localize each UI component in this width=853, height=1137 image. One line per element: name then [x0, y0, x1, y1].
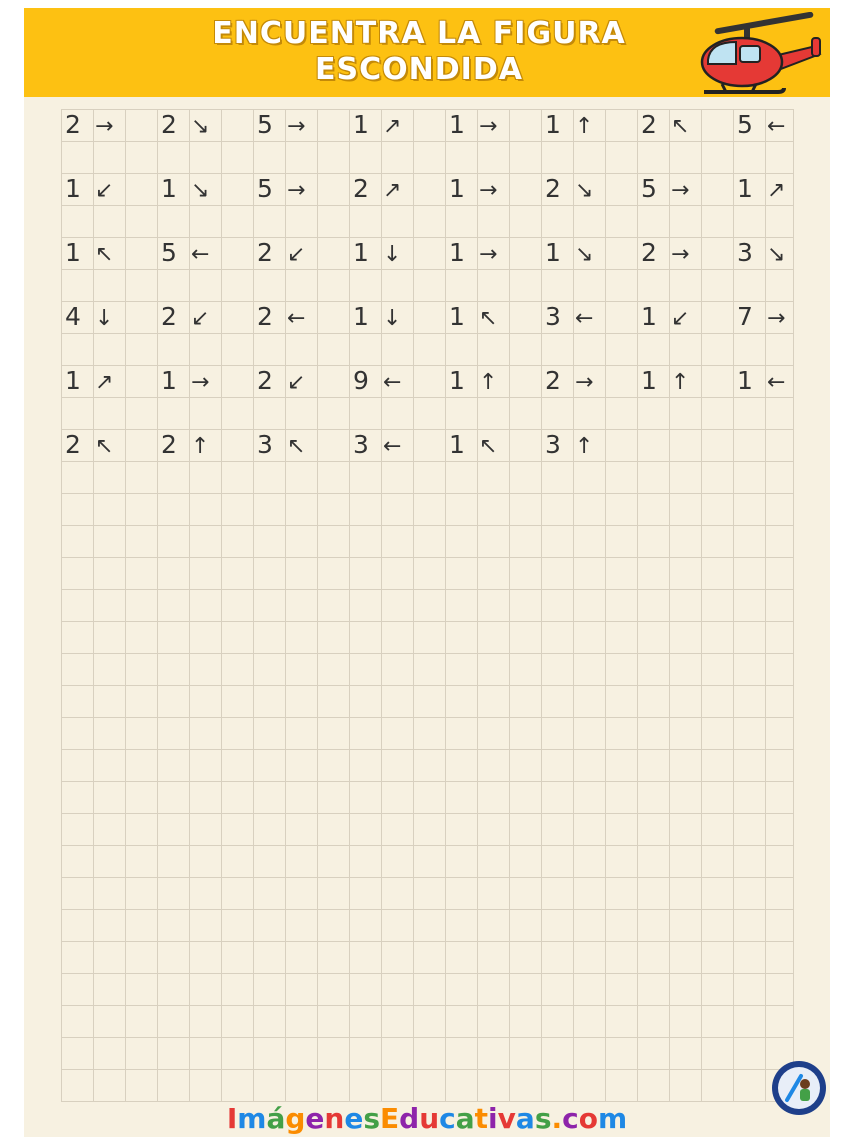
brand-letter: s: [363, 1102, 380, 1135]
step-count: 1: [449, 430, 465, 459]
brand-letter: d: [399, 1102, 420, 1135]
instruction-cell: [61, 237, 125, 269]
instruction-cell: [637, 173, 701, 205]
instruction-cell: [157, 173, 221, 205]
page-title: [174, 16, 664, 88]
site-logo-icon: [771, 1060, 827, 1116]
direction-arrow-icon: ↖: [671, 114, 690, 139]
instruction-cell: [61, 429, 125, 461]
direction-arrow-icon: ↑: [671, 370, 690, 395]
instruction-cell: [733, 173, 797, 205]
brand-letter: u: [419, 1102, 440, 1135]
direction-arrow-icon: ←: [191, 242, 210, 267]
brand-letter: g: [285, 1102, 306, 1135]
step-count: 3: [545, 430, 561, 459]
step-count: 1: [641, 366, 657, 395]
header-banner: [24, 8, 830, 97]
direction-arrow-icon: ↗: [383, 178, 402, 203]
direction-arrow-icon: →: [575, 370, 594, 395]
step-count: 5: [641, 174, 657, 203]
instruction-cell: [541, 365, 605, 397]
step-count: 2: [65, 110, 81, 139]
direction-arrow-icon: ↘: [191, 178, 210, 203]
instruction-cell: [253, 237, 317, 269]
step-count: 1: [545, 110, 561, 139]
step-count: 2: [161, 110, 177, 139]
brand-letter: e: [305, 1102, 325, 1135]
brand-letter: o: [578, 1102, 598, 1135]
step-count: 2: [545, 366, 561, 395]
brand-letter: a: [455, 1102, 475, 1135]
helicopter-icon: [686, 12, 828, 98]
instruction-cell: [253, 301, 317, 333]
direction-arrow-icon: ↖: [287, 434, 306, 459]
step-count: 1: [161, 366, 177, 395]
direction-arrow-icon: ↓: [383, 306, 402, 331]
instruction-cell: [349, 109, 413, 141]
instruction-cell: [733, 301, 797, 333]
step-count: 1: [65, 238, 81, 267]
step-count: 1: [737, 174, 753, 203]
step-count: 1: [449, 110, 465, 139]
step-count: 1: [353, 110, 369, 139]
direction-arrow-icon: ←: [383, 434, 402, 459]
direction-arrow-icon: →: [767, 306, 786, 331]
direction-arrow-icon: ↘: [575, 242, 594, 267]
step-count: 1: [353, 302, 369, 331]
instruction-cell: [445, 237, 509, 269]
direction-arrow-icon: ↓: [95, 306, 114, 331]
instruction-cell: [253, 173, 317, 205]
instruction-cell: [253, 109, 317, 141]
step-count: 2: [353, 174, 369, 203]
direction-arrow-icon: ↗: [383, 114, 402, 139]
instruction-cell: [61, 109, 125, 141]
step-count: 1: [449, 238, 465, 267]
step-count: 1: [641, 302, 657, 331]
brand-letter: i: [488, 1102, 498, 1135]
instruction-cell: [637, 365, 701, 397]
step-count: 5: [257, 174, 273, 203]
direction-arrow-icon: ↑: [479, 370, 498, 395]
step-count: 2: [641, 110, 657, 139]
brand-letter: a: [515, 1102, 535, 1135]
brand-letter: c: [562, 1102, 579, 1135]
direction-arrow-icon: ←: [767, 370, 786, 395]
step-count: 7: [737, 302, 753, 331]
instruction-cell: [637, 237, 701, 269]
direction-arrow-icon: →: [479, 242, 498, 267]
instruction-cell: [253, 365, 317, 397]
instruction-cell: [349, 365, 413, 397]
direction-arrow-icon: ↖: [95, 242, 114, 267]
instruction-cell: [637, 109, 701, 141]
instruction-cell: [157, 109, 221, 141]
direction-arrow-icon: →: [671, 178, 690, 203]
instruction-cell: [541, 237, 605, 269]
step-count: 4: [65, 302, 81, 331]
instruction-cell: [61, 301, 125, 333]
direction-arrow-icon: ←: [287, 306, 306, 331]
step-count: 2: [257, 302, 273, 331]
step-count: 1: [65, 366, 81, 395]
brand-letter: e: [344, 1102, 364, 1135]
instruction-cell: [541, 173, 605, 205]
direction-arrow-icon: ↘: [575, 178, 594, 203]
direction-arrow-icon: →: [479, 178, 498, 203]
step-count: 1: [449, 302, 465, 331]
instruction-cell: [157, 365, 221, 397]
step-count: 3: [257, 430, 273, 459]
step-count: 2: [545, 174, 561, 203]
instruction-cell: [541, 109, 605, 141]
step-count: 1: [449, 366, 465, 395]
brand-letter: c: [439, 1102, 456, 1135]
direction-arrow-icon: ↖: [95, 434, 114, 459]
step-count: 2: [641, 238, 657, 267]
instruction-cell: [733, 237, 797, 269]
direction-arrow-icon: →: [479, 114, 498, 139]
instruction-cell: [157, 301, 221, 333]
direction-arrow-icon: ↗: [767, 178, 786, 203]
step-count: 2: [257, 238, 273, 267]
direction-arrow-icon: ↗: [95, 370, 114, 395]
brand-letter: n: [324, 1102, 345, 1135]
step-count: 2: [161, 302, 177, 331]
direction-arrow-icon: ←: [383, 370, 402, 395]
brand-letter: m: [237, 1102, 267, 1135]
instruction-cell: [253, 429, 317, 461]
brand-letter: á: [266, 1102, 286, 1135]
footer-brand: [24, 1101, 830, 1137]
instruction-cell: [733, 365, 797, 397]
step-count: 3: [737, 238, 753, 267]
direction-arrow-icon: ↙: [95, 178, 114, 203]
step-count: 2: [65, 430, 81, 459]
instruction-cell: [445, 109, 509, 141]
direction-arrow-icon: ←: [767, 114, 786, 139]
brand-letter: t: [474, 1102, 489, 1135]
instruction-cell: [61, 365, 125, 397]
step-count: 9: [353, 366, 369, 395]
direction-arrow-icon: →: [95, 114, 114, 139]
direction-arrow-icon: ↘: [191, 114, 210, 139]
direction-arrow-icon: →: [671, 242, 690, 267]
brand-letter: I: [226, 1102, 238, 1135]
direction-arrow-icon: ↑: [191, 434, 210, 459]
brand-text: [227, 1102, 627, 1135]
direction-arrow-icon: ↙: [287, 370, 306, 395]
instruction-cell: [445, 429, 509, 461]
step-count: 5: [161, 238, 177, 267]
instruction-cell: [541, 301, 605, 333]
instruction-cell: [349, 173, 413, 205]
step-count: 1: [161, 174, 177, 203]
direction-arrow-icon: ↙: [287, 242, 306, 267]
title-line-2: ESCONDIDA: [315, 52, 523, 87]
direction-arrow-icon: →: [287, 114, 306, 139]
direction-arrow-icon: ←: [575, 306, 594, 331]
instruction-cell: [349, 429, 413, 461]
instruction-cell: [349, 301, 413, 333]
direction-arrow-icon: →: [287, 178, 306, 203]
step-count: 1: [545, 238, 561, 267]
brand-letter: E: [380, 1102, 400, 1135]
instruction-cell: [637, 301, 701, 333]
step-count: 1: [65, 174, 81, 203]
grid-paper: [61, 109, 794, 1102]
step-count: 1: [353, 238, 369, 267]
instruction-cell: [445, 173, 509, 205]
instruction-cell: [61, 173, 125, 205]
step-count: 2: [161, 430, 177, 459]
instruction-cell: [157, 237, 221, 269]
direction-arrow-icon: ↘: [767, 242, 786, 267]
step-count: 1: [449, 174, 465, 203]
direction-arrow-icon: ↖: [479, 434, 498, 459]
direction-arrow-icon: →: [191, 370, 210, 395]
brand-letter: v: [497, 1102, 516, 1135]
instruction-cell: [733, 109, 797, 141]
worksheet-page: [24, 8, 830, 1137]
instruction-cell: [445, 301, 509, 333]
direction-arrow-icon: ↑: [575, 434, 594, 459]
step-count: 3: [353, 430, 369, 459]
step-count: 3: [545, 302, 561, 331]
direction-arrow-icon: ↑: [575, 114, 594, 139]
instruction-cell: [445, 365, 509, 397]
step-count: 5: [257, 110, 273, 139]
direction-arrow-icon: ↓: [383, 242, 402, 267]
step-count: 2: [257, 366, 273, 395]
instruction-cell: [157, 429, 221, 461]
step-count: 5: [737, 110, 753, 139]
brand-letter: s: [534, 1102, 552, 1135]
instruction-cell: [541, 429, 605, 461]
title-line-1: ENCUENTRA LA FIGURA: [212, 16, 626, 51]
direction-arrow-icon: ↖: [479, 306, 498, 331]
direction-arrow-icon: ↙: [671, 306, 690, 331]
brand-letter: m: [597, 1102, 628, 1135]
brand-letter: .: [551, 1102, 563, 1135]
direction-arrow-icon: ↙: [191, 306, 210, 331]
step-count: 1: [737, 366, 753, 395]
instruction-cell: [349, 237, 413, 269]
